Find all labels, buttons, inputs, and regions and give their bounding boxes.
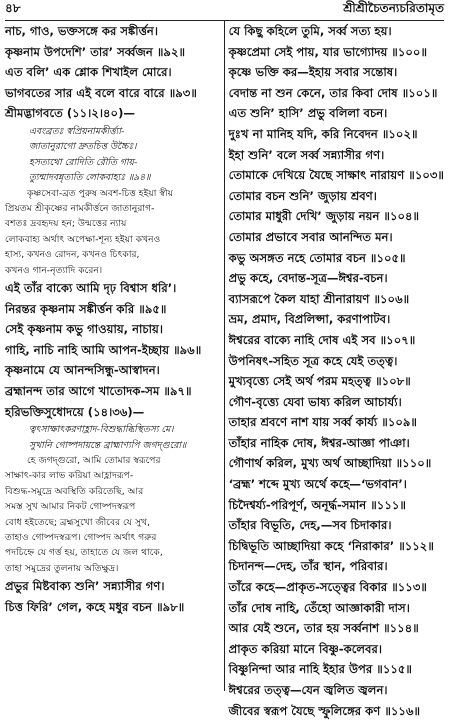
verse-line: গৌণার্থ করিল, মুখ্য অর্থ আচ্ছাদিয়া ॥১১০॥ (228, 456, 432, 471)
verse-line: তাঁহার বিভূতি, দেহ,—সব চিদাকার। (228, 518, 392, 533)
translation-line: প্রিয়তম শ্রীকৃষ্ণের নামকীর্ত্তনে জাতানুরাগ- (5, 203, 155, 214)
translation-line: কৃষ্ণসেবা-ব্রত পুরুষ অবশ-চিত্ত হইয়া স্বীয় (27, 187, 174, 199)
verse-line: এত বলি’ এক শ্লোক শিখাইল মোরে। (5, 65, 172, 80)
translation-line: বিশুদ্ধ-সমুদ্রে অবস্থিতি করিতেছি, আর (5, 485, 144, 497)
verse-line: জীবের স্বরূপ যৈছে স্ফুলিঙ্গের কণ ॥১১৬॥ (228, 703, 421, 718)
translation-line: বোধ হইতেছে; ব্রহ্মসুখো জীবের যে সুখ, (5, 516, 151, 528)
sanskrit-line: ত্বৎসাক্ষাৎকরণাহ্লাদ-বিশুদ্ধাব্ধিস্থিতস্য মে। (29, 424, 174, 436)
verse-line: কৃষ্ণনাম উপদেশি’ তার’ সর্ব্বজন ॥৯২॥ (5, 44, 186, 59)
translation-line: সাক্ষাৎ-কার লাভ করিয়া আহ্লাদরূপ- (5, 470, 134, 482)
verse-line: কৃষ্ণে ভক্তি কর—ইহায় সবার সন্তোষ। (228, 65, 398, 80)
verse-line: তোমাকে দেখিয়ে যৈছে সাক্ষাৎ নারায়ণ ॥১০৩॥ (228, 168, 444, 183)
translation-line: বশতঃ দ্রবহৃদয় হন; উন্মত্তের ন্যায় (5, 218, 127, 230)
right-column (224, 21, 444, 718)
sanskrit-line: সুখানি গোষ্পদায়ন্তে ব্রাহ্মাণ্যপি জগদ্গুরো॥ (29, 439, 187, 451)
verse-line: তোমার বচন শুনি’ জুড়ায় শ্রবণ। (228, 188, 377, 203)
text-columns (5, 21, 444, 718)
citation-heading: শ্রীমদ্ভাগবতে (১১।২।৪০)— (5, 106, 135, 121)
verse-line: নিরন্তর কৃষ্ণনাম সঙ্কীর্ত্তন করি ॥৯৫॥ (5, 301, 167, 316)
verse-line: সেই কৃষ্ণনাম কভু গাওয়ায়, নাচায়। (5, 322, 163, 337)
translation-line: সমস্ত সুখ আমার নিকট গোষ্পদস্বরূপ (5, 501, 136, 513)
translation-line: পদচিহ্নে যে গর্ত্ত হয়, তাহাতে যে জল থাকে, (5, 547, 163, 559)
translation-line: তাহা সমুদ্রের তুলনায় অতিক্ষুদ্র। (5, 562, 119, 574)
book-title: শ্রীশ্রীচৈতন্যচরিতামৃত (343, 1, 444, 15)
verse-line: বিষ্ণুনিন্দা আর নাহি ইহার উপর ॥১১৫॥ (228, 662, 412, 677)
verse-line: তাঁহার নাহিক দোষ, ঈশ্বর-আজ্ঞা পাঞা। (228, 435, 410, 450)
verse-line: ঈশ্বরের তত্ত্ব—যেন জ্বলিত জ্বলন। (228, 683, 388, 697)
translation-line: তাহাও গোষ্পদস্বরূপ। গোষ্পদ অর্থাৎ গরুর (5, 532, 157, 544)
verse-line: প্রাকৃত করিয়া মানে বিষ্ণু-কলেবর। (228, 641, 383, 656)
verse-line: চিদানন্দ—দেহ, তাঁর স্থান, পরিবার। (228, 559, 388, 574)
verse-line: ভাগবতের সার এই বলে বারে বারে ॥৯৩॥ (5, 85, 197, 100)
sanskrit-line: হসত্যথো রোদিতি রৌতি গায়- (29, 156, 138, 168)
verse-line: আর যেই শুনে, তার হয় সর্ব্বনাশ ॥১১৪॥ (228, 621, 419, 636)
verse-line: ব্যাসরূপে কৈল যাহা শ্রীনারায়ণ ॥১০৬॥ (228, 291, 410, 306)
verse-line: তোমার মাধুরী দেখি’ জুড়ায় নয়ন ॥১০৪॥ (228, 209, 420, 224)
verse-line: প্রভু কহে, বেদান্ত-সূত্র—ঈশ্বর-বচন। (228, 271, 388, 286)
verse-line: চিদ্বিভূতি আচ্ছাদিয়া কহে ‘নিরাকার’ ॥১১২॥ (228, 538, 434, 553)
page-number: ৪৮ (5, 1, 21, 15)
translation-line: কখনও গান-নৃত্যাদি করেন। (5, 264, 103, 276)
verse-line: তাঁরে কহে—প্রাকৃত-সত্ত্বের বিকার ॥১১৩॥ (228, 580, 427, 595)
page-header (5, 2, 444, 21)
verse-line: দুঃখ না মানিহ যদি, করি নিবেদন ॥১০২॥ (228, 126, 418, 141)
translation-line: হাস্য, কখনও রোদন, কখনও চিৎকার, (5, 249, 140, 261)
verse-line: তোমার প্রভাবে সবার আনন্দিত মন। (228, 229, 393, 244)
verse-line: এত শুনি’ হাসি’ প্রভু বলিলা বচন। (228, 106, 388, 121)
verse-line: গাহি, নাচি নাহি আমি আপন-ইচ্ছায় ॥৯৬॥ (5, 342, 202, 357)
verse-line: তাহার শ্রবণে নাশ যায় সর্ব্ব কার্য্য ॥১০৯॥ (228, 415, 417, 430)
verse-line: ভ্রম, প্রমাদ, বিপ্রলিপ্সা, করণাপাটব। (228, 312, 391, 327)
verse-line: কভু অসঙ্গত নহে তোমার বচন ॥১০৫॥ (228, 250, 406, 265)
sanskrit-line: ত্যুন্মাদবন্নৃত্যতি লোকবাহ্যঃ ॥৯৪॥ (29, 172, 151, 184)
citation-heading: হরিভক্তিসুধোদয়ে (১৪।৩৬)— (5, 404, 145, 419)
verse-line: চিত্ত ফিরি’ গেল, কহে মধুর বচন ॥৯৮॥ (5, 599, 185, 614)
verse-line: প্রভুর মিষ্টবাক্য শুনি’ সন্ন্যাসীর গণ। (5, 579, 165, 594)
verse-line: মুখ্যবৃত্ত্যে সেই অর্থ পরম মহত্ত্ব ॥১০৮॥ (228, 374, 411, 389)
verse-line: এই তাঁর বাক্যে আমি দৃঢ় বিশ্বাস ধরি’। (5, 281, 177, 296)
verse-line: কৃষ্ণনামে যে আনন্দসিন্ধু-আস্বাদন। (5, 363, 160, 378)
verse-line: উপনিষৎ-সহিত সূত্র কহে যেই তত্ত্ব। (228, 353, 398, 368)
sanskrit-line: এবংব্রতঃ স্বপ্রিয়নামকীর্ত্ত্যা- (29, 125, 125, 137)
verse-line: নাচ, গাও, ভক্তসঙ্গে কর সঙ্কীর্ত্তন। (5, 24, 158, 38)
verse-line: তাঁর দোষ নাহি, তেঁহো আজ্ঞাকারী দাস। (228, 600, 410, 615)
verse-line: চিদৈশ্বর্য্য-পরিপূর্ণ, অনূর্দ্ধ-সমান ॥১১১॥ (228, 497, 406, 512)
verse-line: ঈশ্বরের বাক্যে নাহি দোষ এই সব ॥১০৭॥ (228, 332, 416, 347)
verse-line: ব্রহ্মানন্দ তার আগে খাতোদক-সম ॥৯৭॥ (5, 384, 192, 398)
verse-line: বেদান্ত না শুন কেনে, তার কিবা দোষ ॥১০১॥ (228, 85, 438, 100)
verse-line: যে কিছু কহিলে তুমি, সর্ব্ব সত্য হয়। (228, 24, 392, 38)
verse-line: ‘ব্রহ্ম’ শব্দে মুখ্য অর্থে কহে—‘ভগবান’। (228, 477, 407, 492)
verse-line: কৃষ্ণপ্রেমা সেই পায়, যার ভাগ্যোদয় ॥১০০॥ (228, 44, 428, 59)
verse-line: ইহা শুনি’ বলে সর্ব্ব সন্ন্যাসীর গণ। (228, 147, 385, 162)
translation-line: হে জগদ্গুরো, আমি তোমার স্বরূপের (27, 455, 161, 466)
sanskrit-line: জাতানুরাগো দ্রুতচিত্ত উচ্চৈঃ। (29, 141, 137, 153)
verse-line: গৌণ-বৃত্ত্যে যেবা ভাষ্য করিল আচার্য্য। (228, 394, 402, 409)
translation-line: লোকবাহ্য অর্থাৎ অপেক্ষা-শূন্য হইয়া কখনও (5, 233, 161, 245)
left-column (5, 21, 224, 691)
